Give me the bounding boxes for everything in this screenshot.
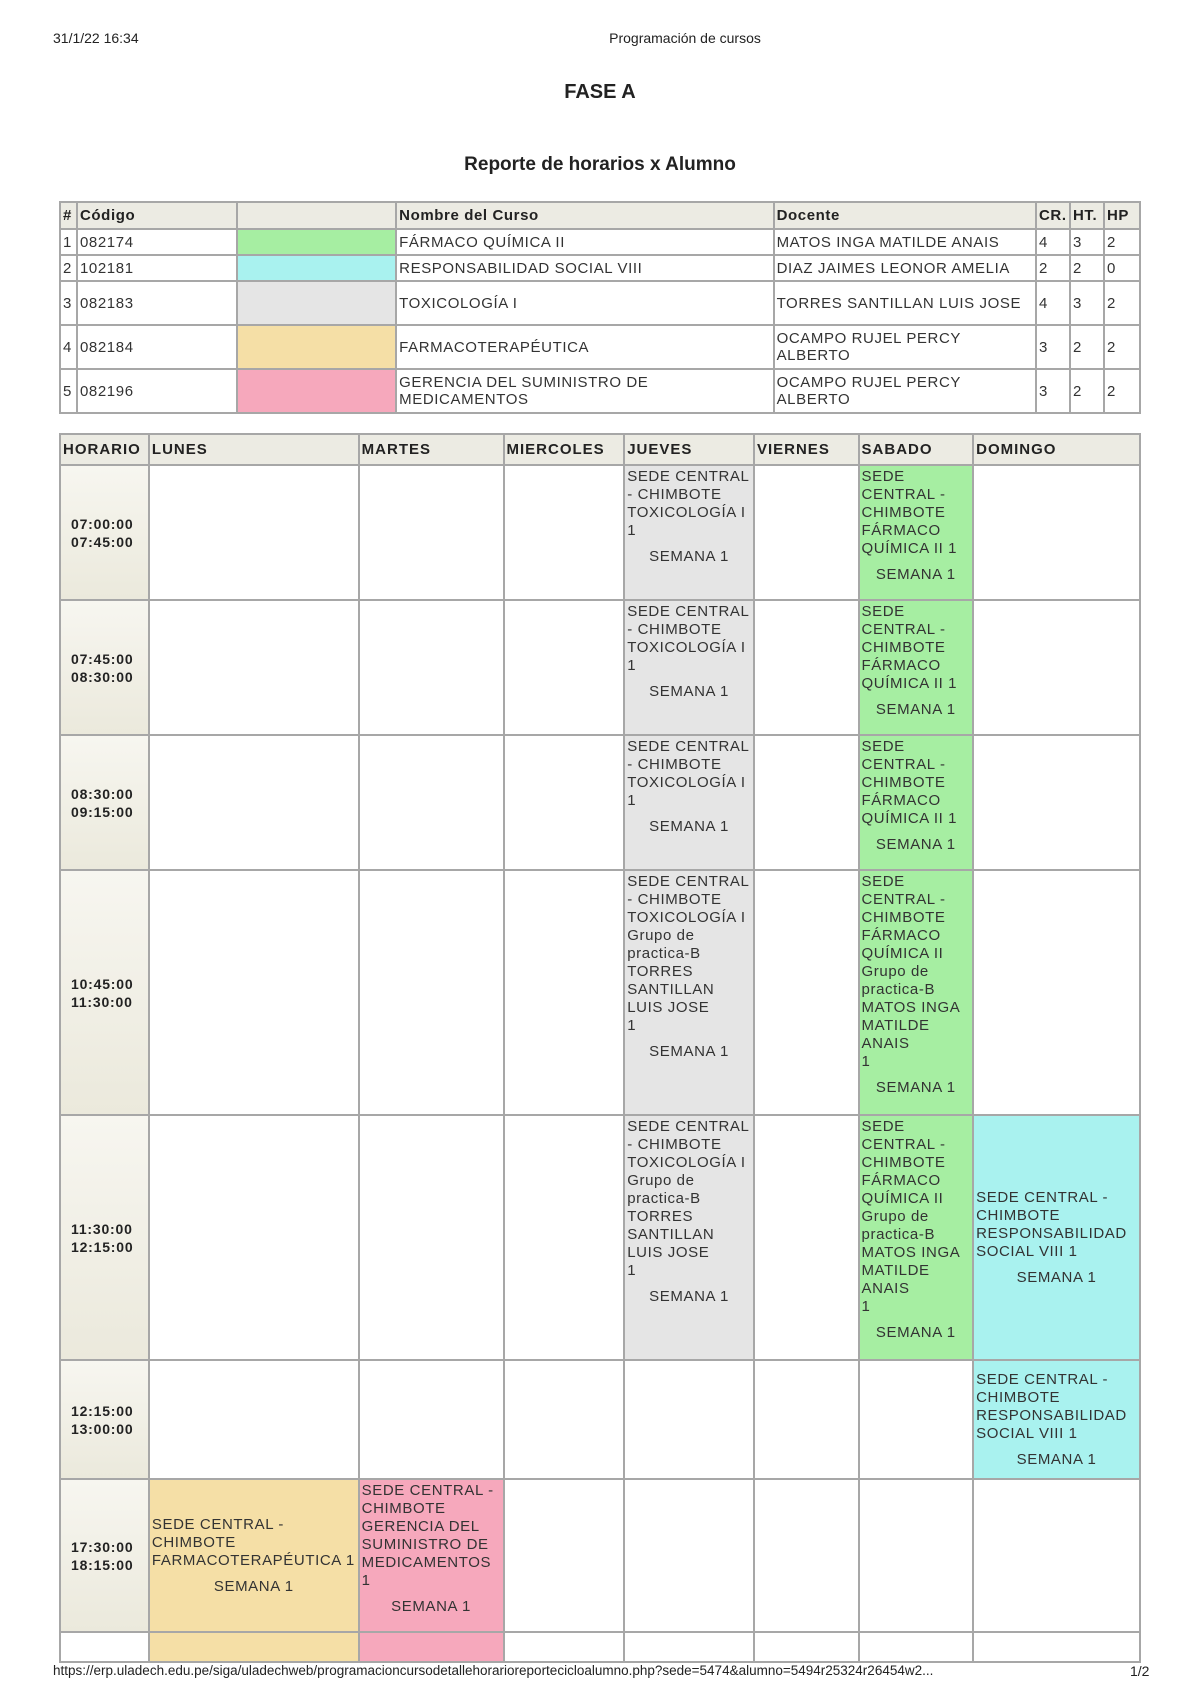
week-label: SEMANA 1: [875, 566, 956, 583]
class-text: SEDE CENTRAL - CHIMBOTE FÁRMACO QUÍMICA II 1: [861, 468, 958, 557]
empty-cell: [754, 1632, 859, 1662]
class-group: Grupo de practica-B MATOS INGA MATILDE ANAIS: [861, 963, 960, 1052]
col-header-teacher: Docente: [774, 202, 1036, 229]
class-cell-toxicologia: [624, 735, 754, 870]
report-title: Reporte de horarios x Alumno: [464, 154, 736, 175]
print-date: 31/1/22 16:34: [53, 30, 139, 46]
schedule-header-row: [60, 434, 1140, 465]
class-text: SEDE CENTRAL - CHIMBOTE TOXICOLOGÍA I 1: [627, 738, 749, 809]
empty-cell: [359, 1115, 504, 1360]
class-cell-toxicologia: [624, 1115, 754, 1360]
class-cell-farmaco: [859, 870, 974, 1115]
course-cr: 3: [1036, 369, 1070, 413]
col-header-color: [237, 202, 397, 229]
week-label: SEMANA 1: [649, 818, 730, 835]
class-cell-toxicologia: [624, 870, 754, 1115]
week-label: SEMANA 1: [875, 1079, 956, 1096]
col-header-sabado: SABADO: [859, 434, 974, 465]
course-cr: 3: [1036, 325, 1070, 369]
schedule-row: [60, 1360, 1140, 1479]
empty-cell: [149, 870, 359, 1115]
empty-cell: [149, 600, 359, 735]
course-ht: 2: [1070, 255, 1104, 281]
class-cell-farmaco: [859, 600, 974, 735]
class-cell-responsabilidad: [973, 1115, 1140, 1360]
empty-cell: [504, 1115, 625, 1360]
class-cell-partial: [359, 1632, 504, 1662]
print-url: https://erp.uladech.edu.pe/siga/uladechweb/programacioncursodetallehorarioreportecicloalumno.php?sede=5474&alumno=5494r25324r26454w2...: [53, 1663, 934, 1678]
empty-cell: [149, 735, 359, 870]
empty-cell: [504, 600, 625, 735]
schedule-row: [60, 735, 1140, 870]
course-teacher: MATOS INGA MATILDE ANAIS: [774, 229, 1036, 255]
time-start: 10:45:00: [71, 975, 134, 992]
course-code: 082183: [77, 281, 237, 325]
page-title: FASE A: [564, 81, 636, 103]
time-end: 11:30:00: [71, 993, 133, 1010]
time-slot: [60, 735, 149, 870]
time-end: 08:30:00: [71, 668, 134, 685]
week-label: SEMANA 1: [391, 1598, 471, 1615]
week-label: SEMANA 1: [875, 1324, 956, 1341]
time-slot: [60, 465, 149, 600]
empty-cell: [624, 1479, 754, 1632]
class-text: SEDE CENTRAL - CHIMBOTE TOXICOLOGÍA I 1: [627, 468, 749, 539]
class-text: SEDE CENTRAL - CHIMBOTE RESPONSABILIDAD SOCIAL VIII 1: [976, 1188, 1127, 1260]
col-header-cr: CR.: [1036, 202, 1070, 229]
empty-cell: [624, 1360, 754, 1479]
class-text: SEDE CENTRAL - CHIMBOTE TOXICOLOGÍA I: [627, 873, 749, 926]
class-text: SEDE CENTRAL - CHIMBOTE FÁRMACO QUÍMICA II: [861, 1118, 946, 1207]
schedule-table: [59, 433, 1141, 1663]
empty-cell: [359, 735, 504, 870]
schedule-row-partial: [60, 1632, 1140, 1662]
class-cell-farmacoterapeutica: [149, 1479, 359, 1632]
empty-cell: [504, 1360, 625, 1479]
course-hp: 2: [1104, 369, 1140, 413]
empty-cell: [149, 1115, 359, 1360]
course-code: 082174: [77, 229, 237, 255]
empty-cell: [973, 1632, 1140, 1662]
empty-cell: [973, 735, 1140, 870]
empty-cell: [504, 465, 625, 600]
course-ht: 2: [1070, 325, 1104, 369]
time-end: 09:15:00: [71, 803, 134, 820]
course-name: TOXICOLOGÍA I: [396, 281, 773, 325]
empty-cell: [60, 1632, 149, 1662]
courses-header-row: [60, 202, 1140, 229]
time-start: 11:30:00: [71, 1220, 133, 1237]
empty-cell: [754, 1360, 859, 1479]
week-label: SEMANA 1: [213, 1577, 294, 1595]
empty-cell: [754, 735, 859, 870]
course-hp: 2: [1104, 325, 1140, 369]
class-cell-partial: [149, 1632, 359, 1662]
col-header-viernes: VIERNES: [754, 434, 859, 465]
course-color-swatch: [237, 325, 397, 369]
class-group: Grupo de practica-B TORRES SANTILLAN LUIS JOSE: [627, 1172, 715, 1261]
empty-cell: [973, 870, 1140, 1115]
course-code: 082184: [77, 325, 237, 369]
class-group: Grupo de practica-B MATOS INGA MATILDE ANAIS: [861, 1208, 960, 1297]
class-text: SEDE CENTRAL - CHIMBOTE GERENCIA DEL SUMINISTRO DE MEDICAMENTOS 1: [361, 1482, 494, 1589]
time-start: 07:00:00: [71, 515, 134, 532]
course-ht: 3: [1070, 229, 1104, 255]
empty-cell: [359, 1360, 504, 1479]
empty-cell: [149, 1360, 359, 1479]
empty-cell: [359, 870, 504, 1115]
course-num: 4: [60, 325, 77, 369]
empty-cell: [504, 870, 625, 1115]
course-color-swatch: [237, 281, 397, 325]
col-header-num: #: [60, 202, 77, 229]
class-number: 1: [627, 1017, 637, 1034]
table-row: [60, 229, 1140, 255]
class-text: SEDE CENTRAL - CHIMBOTE FÁRMACO QUÍMICA II 1: [861, 738, 958, 827]
week-label: SEMANA 1: [649, 683, 730, 700]
empty-cell: [973, 600, 1140, 735]
empty-cell: [504, 735, 625, 870]
course-color-swatch: [237, 229, 397, 255]
col-header-horario: HORARIO: [60, 434, 149, 465]
empty-cell: [973, 1479, 1140, 1632]
course-name: GERENCIA DEL SUMINISTRO DE MEDICAMENTOS: [396, 369, 773, 413]
table-row: [60, 255, 1140, 281]
course-color-swatch: [237, 369, 397, 413]
course-code: 082196: [77, 369, 237, 413]
course-cr: 4: [1036, 281, 1070, 325]
schedule-row: [60, 600, 1140, 735]
course-teacher: OCAMPO RUJEL PERCY ALBERTO: [774, 369, 1036, 413]
time-slot: [60, 1115, 149, 1360]
empty-cell: [359, 600, 504, 735]
col-header-ht: HT.: [1070, 202, 1104, 229]
course-name: FARMACOTERAPÉUTICA: [396, 325, 773, 369]
col-header-lunes: LUNES: [149, 434, 359, 465]
course-num: 2: [60, 255, 77, 281]
class-text: SEDE CENTRAL - CHIMBOTE FÁRMACO QUÍMICA II: [861, 873, 946, 962]
week-label: SEMANA 1: [649, 548, 730, 565]
week-label: SEMANA 1: [1016, 1268, 1097, 1286]
empty-cell: [973, 465, 1140, 600]
empty-cell: [624, 1632, 754, 1662]
time-end: 12:15:00: [71, 1238, 134, 1255]
table-row: [60, 325, 1140, 369]
col-header-miercoles: MIERCOLES: [504, 434, 625, 465]
class-cell-toxicologia: [624, 465, 754, 600]
class-cell-responsabilidad: [973, 1360, 1140, 1479]
course-name: RESPONSABILIDAD SOCIAL VIII: [396, 255, 773, 281]
empty-cell: [754, 465, 859, 600]
course-teacher: TORRES SANTILLAN LUIS JOSE: [774, 281, 1036, 325]
col-header-domingo: DOMINGO: [973, 434, 1140, 465]
course-cr: 4: [1036, 229, 1070, 255]
course-cr: 2: [1036, 255, 1070, 281]
time-end: 18:15:00: [71, 1556, 134, 1573]
schedule-row: [60, 1115, 1140, 1360]
empty-cell: [754, 870, 859, 1115]
class-text: SEDE CENTRAL - CHIMBOTE FARMACOTERAPÉUTICA 1: [151, 1515, 355, 1569]
time-slot: [60, 1360, 149, 1479]
table-row: [60, 369, 1140, 413]
col-header-martes: MARTES: [359, 434, 504, 465]
course-code: 102181: [77, 255, 237, 281]
class-group: Grupo de practica-B TORRES SANTILLAN LUIS JOSE: [627, 927, 715, 1016]
schedule-row: [60, 870, 1140, 1115]
empty-cell: [504, 1479, 625, 1632]
course-teacher: OCAMPO RUJEL PERCY ALBERTO: [774, 325, 1036, 369]
col-header-code: Código: [77, 202, 237, 229]
week-label: SEMANA 1: [875, 836, 956, 853]
course-color-swatch: [237, 255, 397, 281]
schedule-row: [60, 465, 1140, 600]
class-number: 1: [861, 1053, 871, 1070]
empty-cell: [754, 1479, 859, 1632]
col-header-name: Nombre del Curso: [396, 202, 773, 229]
class-number: 1: [627, 1262, 637, 1279]
time-start: 17:30:00: [71, 1538, 134, 1555]
time-start: 08:30:00: [71, 785, 134, 802]
class-text: SEDE CENTRAL - CHIMBOTE TOXICOLOGÍA I: [627, 1118, 749, 1171]
empty-cell: [149, 465, 359, 600]
col-header-jueves: JUEVES: [624, 434, 754, 465]
course-ht: 3: [1070, 281, 1104, 325]
week-label: SEMANA 1: [1016, 1450, 1097, 1468]
class-number: 1: [861, 1298, 871, 1315]
time-slot: [60, 1479, 149, 1632]
class-cell-farmaco: [859, 465, 974, 600]
time-start: 07:45:00: [71, 650, 134, 667]
empty-cell: [359, 465, 504, 600]
course-teacher: DIAZ JAIMES LEONOR AMELIA: [774, 255, 1036, 281]
course-name: FÁRMACO QUÍMICA II: [396, 229, 773, 255]
empty-cell: [504, 1632, 625, 1662]
empty-cell: [859, 1479, 974, 1632]
class-cell-farmaco: [859, 1115, 974, 1360]
course-num: 1: [60, 229, 77, 255]
courses-table: [59, 201, 1141, 414]
empty-cell: [859, 1632, 974, 1662]
time-end: 13:00:00: [71, 1420, 134, 1437]
course-hp: 2: [1104, 229, 1140, 255]
course-num: 5: [60, 369, 77, 413]
class-cell-gerencia: [359, 1479, 504, 1632]
class-cell-toxicologia: [624, 600, 754, 735]
table-row: [60, 281, 1140, 325]
course-hp: 0: [1104, 255, 1140, 281]
print-title: Programación de cursos: [609, 30, 761, 46]
time-start: 12:15:00: [71, 1402, 134, 1419]
week-label: SEMANA 1: [875, 701, 956, 718]
course-num: 3: [60, 281, 77, 325]
time-slot: [60, 600, 149, 735]
week-label: SEMANA 1: [649, 1043, 730, 1060]
week-label: SEMANA 1: [649, 1288, 730, 1305]
col-header-hp: HP: [1104, 202, 1140, 229]
class-text: SEDE CENTRAL - CHIMBOTE RESPONSABILIDAD SOCIAL VIII 1: [976, 1370, 1127, 1442]
empty-cell: [859, 1360, 974, 1479]
page-number: 1/2: [1130, 1663, 1150, 1679]
empty-cell: [754, 1115, 859, 1360]
course-ht: 2: [1070, 369, 1104, 413]
schedule-row: [60, 1479, 1140, 1632]
class-text: SEDE CENTRAL - CHIMBOTE TOXICOLOGÍA I 1: [627, 603, 749, 674]
time-end: 07:45:00: [71, 533, 134, 550]
class-text: SEDE CENTRAL - CHIMBOTE FÁRMACO QUÍMICA II 1: [861, 603, 958, 692]
empty-cell: [754, 600, 859, 735]
time-slot: [60, 870, 149, 1115]
course-hp: 2: [1104, 281, 1140, 325]
class-cell-farmaco: [859, 735, 974, 870]
